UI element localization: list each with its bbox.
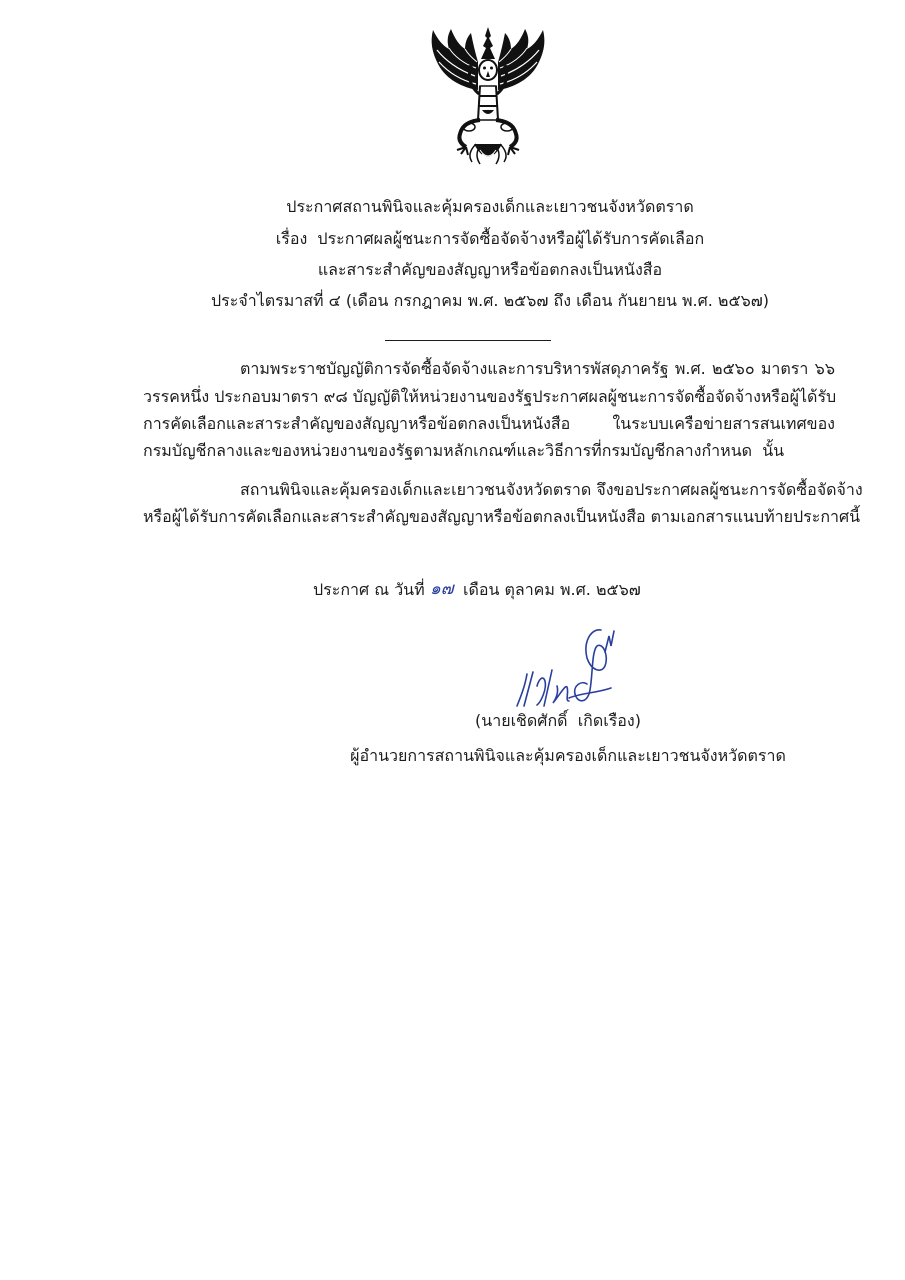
paragraph1-line: ตามพระราชบัญญัติการจัดซื้อจัดจ้างและการบริหารพัสดุภาครัฐ พ.ศ. ๒๕๖๐ มาตรา ๖๖ <box>240 359 835 378</box>
paragraph2-line: หรือผู้ได้รับการคัดเลือกและสาระสำคัญของสัญญาหรือข้อตกลงเป็นหนังสือ ตามเอกสารแนบท้ายประกาศนี้ <box>143 507 861 526</box>
paragraph1-line: กรมบัญชีกลางและของหน่วยงานของรัฐตามหลักเกณฑ์และวิธีการที่กรมบัญชีกลางกำหนด นั้น <box>143 441 785 460</box>
paragraph1-line: วรรคหนึ่ง ประกอบมาตรา ๙๘ บัญญัติให้หน่วยงานของรัฐประกาศผลผู้ชนะการจัดซื้อจัดจ้างหรือผู้ได้รับ <box>143 387 837 406</box>
date-month-year: เดือน ตุลาคม พ.ศ. ๒๕๖๗ <box>463 580 641 599</box>
subject-label: เรื่อง <box>275 229 308 248</box>
divider-rule <box>385 340 551 341</box>
paragraph1-line: การคัดเลือกและสาระสำคัญของสัญญาหรือข้อตกลงเป็นหนังสือ ในระบบเครือข่ายสารสนเทศของ <box>143 414 835 433</box>
garuda-emblem-icon <box>418 26 558 168</box>
signatory-name: (นายเชิดศักดิ์ เกิดเรือง) <box>475 711 641 730</box>
signatory-position: ผู้อำนวยการสถานพินิจและคุ้มครองเด็กและเยาวชนจังหวัดตราด <box>350 746 786 765</box>
date-day: ๑๗ <box>430 579 454 599</box>
subject-line-2: และสาระสำคัญของสัญญาหรือข้อตกลงเป็นหนังสือ <box>317 260 663 279</box>
subject-line <box>130 229 850 249</box>
paragraph2-line: สถานพินิจและคุ้มครองเด็กและเยาวชนจังหวัดตราด จึงขอประกาศผลผู้ชนะการจัดซื้อจัดจ้าง <box>240 480 863 499</box>
announcement-title: ประกาศสถานพินิจและคุ้มครองเด็กและเยาวชนจังหวัดตราด <box>286 197 694 216</box>
period-line: ประจำไตรมาสที่ ๔ (เดือน กรกฎาคม พ.ศ. ๒๕๖๗ ถึง เดือน กันยายน พ.ศ. ๒๕๖๗) <box>210 291 770 310</box>
signature-image <box>505 622 620 712</box>
date-prefix: ประกาศ ณ วันที่ <box>313 580 425 599</box>
subject-text: ประกาศผลผู้ชนะการจัดซื้อจัดจ้างหรือผู้ได้รับการคัดเลือก <box>317 229 705 248</box>
